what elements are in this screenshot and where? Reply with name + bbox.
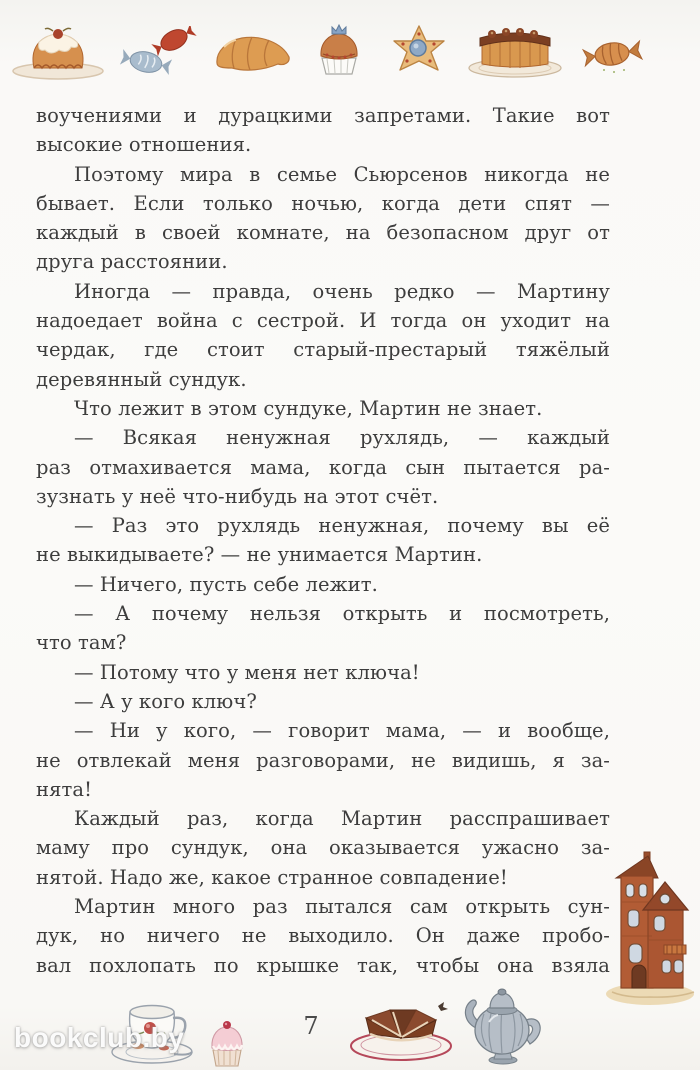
text-line: каждый в своей комнате, на безопасном друг от	[36, 221, 610, 245]
star-cookie-icon	[386, 24, 452, 82]
text-line: Каждый раз, когда Мартин расспрашивает	[74, 807, 610, 831]
teapot-icon	[456, 986, 548, 1070]
page-text	[36, 101, 610, 980]
text-line: деревянный сундук.	[36, 367, 247, 391]
text-line: Мартин много раз пытался сам открыть сун-	[74, 895, 610, 919]
text-line: что там?	[36, 631, 127, 655]
wrapped-candy-icon	[574, 34, 650, 78]
text-line: не выкидываете? — не унимается Мартин.	[36, 543, 483, 567]
text-line: маму про сундук, она оказывается ужасно за-	[36, 836, 610, 860]
pink-cupcake-icon	[200, 1016, 254, 1070]
text-line: воучениями и дурацкими запретами. Такие вот	[36, 104, 610, 127]
text-line: — Потому что у меня нет ключа!	[74, 660, 420, 684]
text-line: вал похлопать по крышке так, чтобы она взяла	[36, 953, 610, 977]
text-line: Поэтому мира в семье Сьюрсенов никогда не	[74, 162, 610, 186]
red-house-icon	[604, 846, 700, 1010]
text-line: дук, но ничего не выходило. Он даже пробо-	[36, 924, 610, 948]
text-line: бывает. Если только ночью, когда дети спят —	[36, 191, 610, 215]
text-line: — Ни у кого, — говорит мама, — и вообще,	[74, 719, 610, 743]
text-line: высокие отношения.	[36, 133, 252, 157]
text-line: — Раз это рухлядь ненужная, почему вы её	[74, 514, 610, 538]
text-line: нятой. Надо же, какое странное совпадение!	[36, 865, 508, 889]
text-line: друга расстоянии.	[36, 250, 228, 274]
text-line: чердак, где стоит старый-престарый тяжёлый	[36, 338, 610, 362]
text-line: — Ничего, пусть себе лежит.	[74, 572, 378, 596]
loaf-cake-icon	[466, 22, 564, 82]
bundt-cake-icon	[8, 12, 108, 84]
text-line: не отвлекай меня разговорами, не видишь, я за-	[36, 748, 610, 772]
cake-on-plate-icon	[346, 998, 456, 1068]
text-line: раз отмахивается мама, когда сын пытается ра-	[36, 455, 610, 479]
text-line: нята!	[36, 777, 93, 801]
crowned-cupcake-icon	[308, 20, 370, 82]
two-candies-icon	[112, 26, 198, 82]
page-number: 7	[303, 1012, 319, 1040]
text-line: — Всякая ненужная рухлядь, — каждый	[74, 426, 610, 450]
text-line: зузнать у неё что-нибудь на этот счёт.	[36, 484, 439, 508]
croissant-icon	[212, 32, 294, 78]
text-line: Иногда — правда, очень редко — Мартину	[74, 279, 610, 303]
watermark: bookclub.by	[14, 1022, 185, 1053]
text-line: — А у кого ключ?	[74, 689, 257, 713]
text-line: надоедает война с сестрой. И тогда он уходит на	[36, 309, 610, 333]
text-line: Что лежит в этом сундуке, Мартин не знает.	[74, 396, 543, 420]
text-line: — А почему нельзя открыть и посмотреть,	[74, 602, 610, 626]
